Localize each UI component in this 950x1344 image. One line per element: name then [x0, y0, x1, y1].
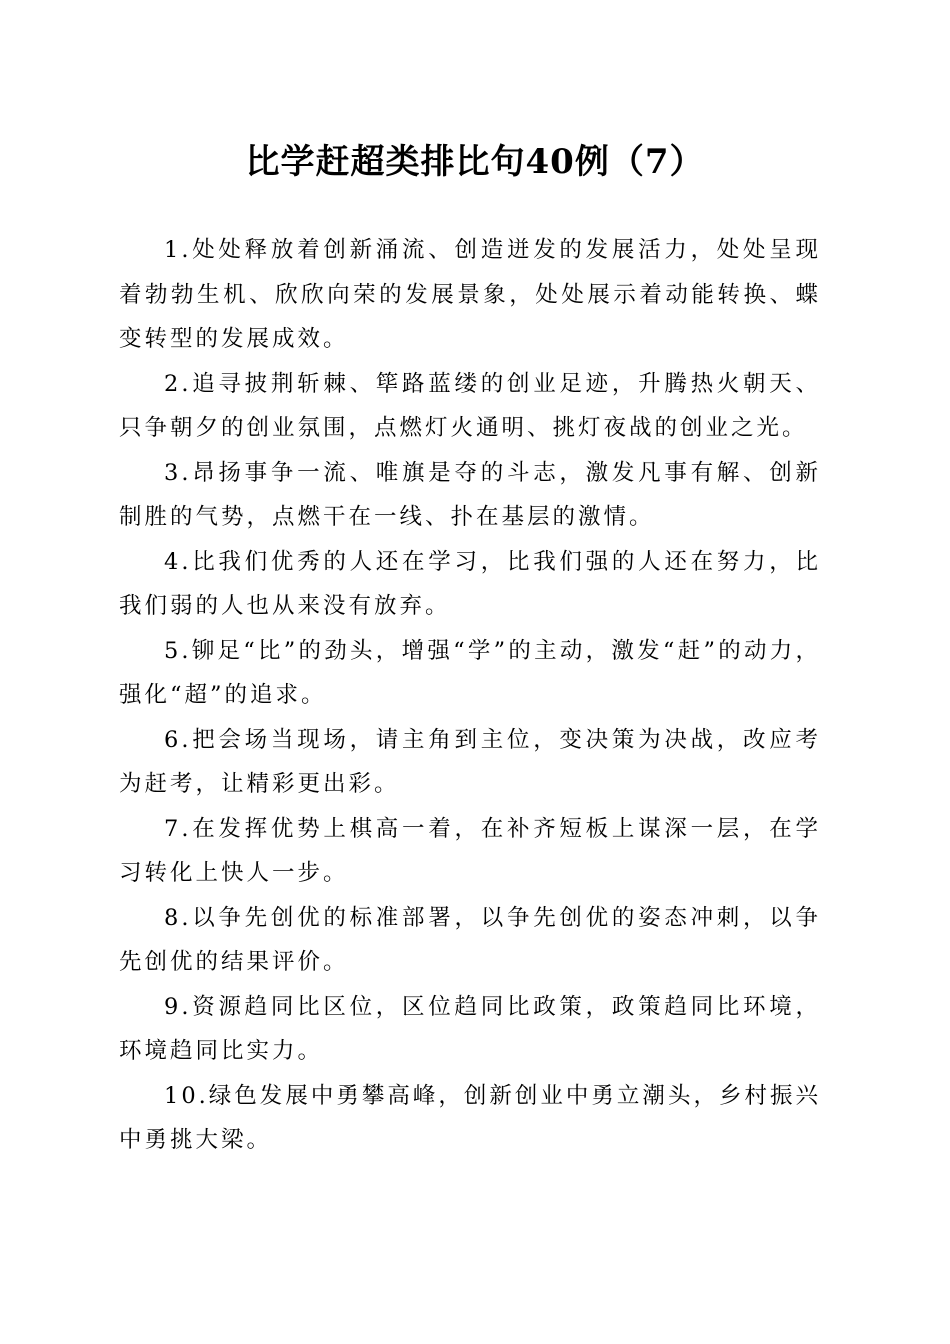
paragraph-6: 6.把会场当现场，请主角到主位，变决策为决战，改应考为赶考，让精彩更出彩。 [119, 726, 821, 797]
paragraph-1: 1.处处释放着创新涌流、创造迸发的发展活力，处处呈现着勃勃生机、欣欣向荣的发展景象，处处展示着动能转换、蝶变转型的发展成效。 [119, 237, 821, 352]
paragraph-8: 8.以争先创优的标准部署，以争先创优的姿态冲刺，以争先创优的结果评价。 [119, 904, 821, 975]
paragraph-2: 2.追寻披荆斩棘、筚路蓝缕的创业足迹，升腾热火朝天、只争朝夕的创业氛围，点燃灯火通明、挑灯夜战的创业之光。 [119, 370, 821, 441]
paragraph-10: 10.绿色发展中勇攀高峰，创新创业中勇立潮头，乡村振兴中勇挑大梁。 [119, 1082, 821, 1153]
document-title: 比学赶超类排比句40例（7） [245, 142, 705, 182]
paragraph-5: 5.铆足“比”的劲头，增强“学”的主动，激发“赶”的动力，强化“超”的追求。 [119, 637, 822, 708]
paragraph-4: 4.比我们优秀的人还在学习，比我们强的人还在努力，比我们弱的人也从来没有放弃。 [119, 548, 821, 619]
paragraph-3: 3.昂扬事争一流、唯旗是夺的斗志，激发凡事有解、创新制胜的气势，点燃干在一线、扑在基层的激情。 [119, 459, 821, 530]
paragraph-7: 7.在发挥优势上棋高一着，在补齐短板上谋深一层，在学习转化上快人一步。 [119, 815, 821, 886]
document-body [119, 228, 821, 1163]
paragraph-9: 9.资源趋同比区位，区位趋同比政策，政策趋同比环境，环境趋同比实力。 [119, 993, 821, 1064]
